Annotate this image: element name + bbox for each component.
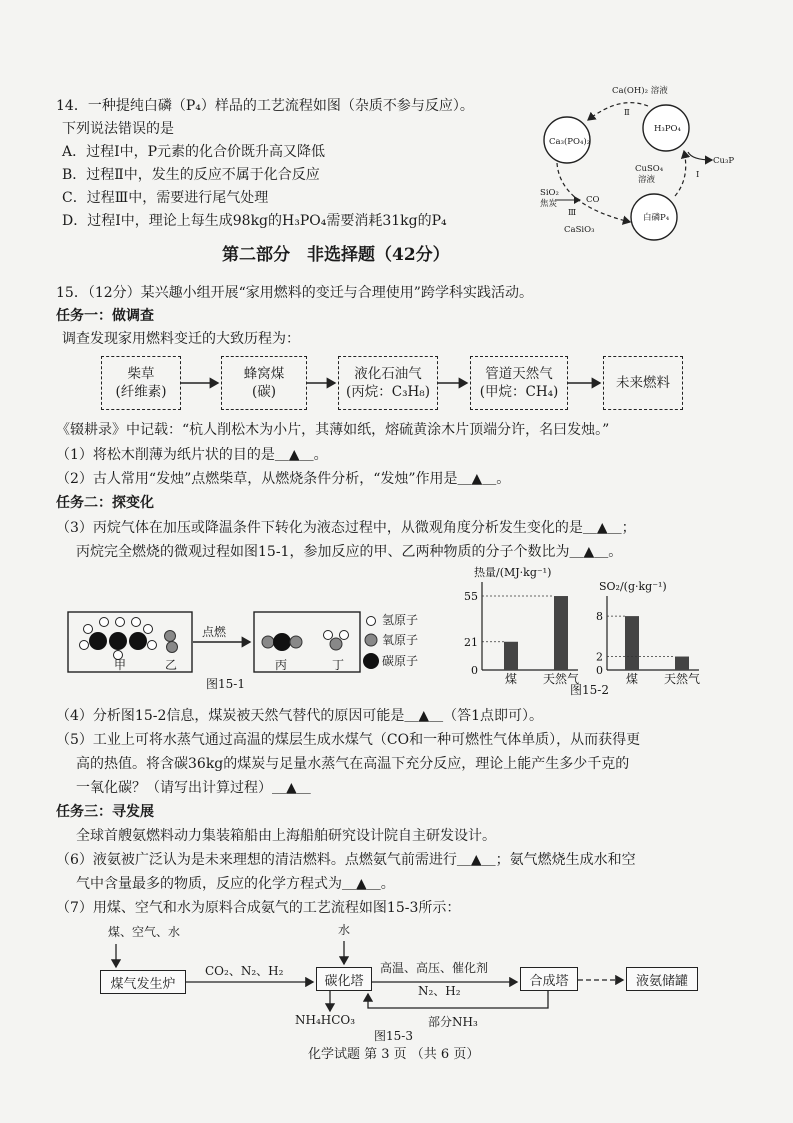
fuel-name: 柴草 [127, 366, 155, 382]
y-tick-label: 0 [471, 664, 478, 677]
flow-input-label: 煤、空气、水 [108, 925, 181, 939]
q14-stem: 14．一种提纯白磷（P₄）样品的工艺流程如图（杂质不参与反应）。 [56, 98, 474, 114]
label-jia: 甲 [114, 658, 127, 672]
cycle-label-h3po4: H₃PO₄ [654, 124, 681, 134]
y-tick-label: 2 [596, 650, 603, 664]
cycle-label-ca3po42: Ca₃(PO₄)₂ [549, 137, 591, 147]
cycle-label-roman1: Ⅰ [696, 170, 700, 180]
flow-water-label: 水 [338, 923, 351, 937]
y-tick-label: 55 [464, 590, 478, 604]
x-tick-label: 天然气 [663, 672, 701, 686]
y-tick-label: 8 [596, 610, 603, 624]
legend-carbon: 碳原子 [382, 654, 419, 668]
cycle-label-roman2: Ⅱ [624, 108, 630, 118]
x-tick-label: 煤 [625, 672, 639, 686]
task3-heading: 任务三：寻发展 [56, 804, 154, 820]
label-ding: 丁 [332, 658, 345, 672]
sub-question-7: （7）用煤、空气和水为原料合成氨气的工艺流程如图15-3所示： [56, 900, 461, 916]
label-yi: 乙 [165, 658, 178, 672]
flow-nh3-label: 部分NH₃ [428, 1015, 478, 1029]
fuel-formula: (甲烷：CH₄) [479, 384, 559, 400]
y-tick-label: 0 [596, 664, 603, 677]
flow-box-ammonia-tank: 液氨储罐 [626, 967, 698, 991]
survey-text: 调查发现家用燃料变迁的大致历程为： [62, 331, 300, 347]
figure-15-2-caption: 图15-2 [570, 683, 609, 697]
task3-intro: 全球首艘氨燃料动力集装箱船由上海船舶研究设计院自主研发设计。 [76, 828, 496, 844]
sub-question-6a: （6）液氨被广泛认为是未来理想的清洁燃料。点燃氨气前需进行＿▲＿；氨气燃烧生成水和空 [56, 852, 636, 868]
sub-question-5b: 高的热值。将含碳36kg的煤炭与足量水蒸气在高温下充分反应，理论上能产生多少千克的 [76, 756, 630, 772]
sub-question-4: （4）分析图15-2信息，煤炭被天然气替代的原因可能是＿▲＿（答1点即可）。 [56, 708, 544, 724]
cycle-label-co: CO [586, 195, 600, 205]
cycle-label-casio3: CaSiO₃ [564, 225, 595, 235]
label-ignite: 点燃 [202, 625, 227, 639]
cycle-label-sio2: SiO₂ [540, 188, 559, 198]
q14-option-b: B．过程Ⅱ中，发生的反应不属于化合反应 [62, 167, 320, 183]
flow-box-gasifier: 煤气发生炉 [100, 970, 186, 994]
cycle-label-roman3: Ⅲ [568, 208, 577, 218]
x-tick-label: 煤 [504, 672, 518, 686]
fuel-name: 未来燃料 [616, 375, 670, 391]
cycle-label-cu3p: Cu₃P [713, 156, 735, 166]
cycle-label-cuso4-solution: 溶液 [638, 175, 656, 185]
fuel-formula: (碳) [251, 384, 277, 400]
cycle-label-cuso4: CuSO₄ [635, 164, 664, 174]
cycle-label-coke: 焦炭 [540, 199, 558, 209]
flow-nh4hco3-label: NH₄HCO₃ [295, 1013, 356, 1027]
sub-question-3b: 丙烷完全燃烧的微观过程如图15-1，参加反应的甲、乙两种物质的分子个数比为＿▲＿。 [76, 544, 623, 560]
page-footer: 化学试题 第 3 页 （共 6 页） [308, 1047, 480, 1062]
q14-ask: 下列说法错误的是 [62, 121, 174, 137]
flow-condition-label: 高温、高压、催化剂 [380, 961, 489, 975]
task1-heading: 任务一：做调查 [56, 308, 154, 324]
fuel-name: 管道天然气 [485, 366, 553, 382]
y-tick-label: 21 [464, 635, 478, 649]
legend-hydrogen: 氢原子 [382, 613, 419, 627]
q15-stem: 15．（12分）某兴趣小组开展“家用燃料的变迁与合理使用”跨学科实践活动。 [56, 285, 533, 301]
sub-question-2: （2）古人常用“发烛”点燃柴草，从燃烧条件分析，“发烛”作用是＿▲＿。 [56, 471, 511, 487]
y-axis-label: 热量/(MJ·kg⁻¹) [474, 566, 552, 579]
fuel-formula: (纤维素) [115, 384, 167, 400]
sub-question-6b: 气中含量最多的物质，反应的化学方程式为＿▲＿。 [76, 876, 395, 892]
part2-heading: 第二部分 非选择题（42分） [222, 245, 450, 265]
y-axis-label: SO₂/(g·kg⁻¹) [599, 580, 667, 593]
flow-box-carbonation-tower: 碳化塔 [316, 967, 372, 991]
flow-gas-label: CO₂、N₂、H₂ [205, 964, 284, 978]
figure-15-1-caption: 图15-1 [206, 677, 245, 691]
sub-question-1: （1）将松木削薄为纸片状的目的是＿▲＿。 [56, 447, 328, 463]
sub-question-3a: （3）丙烷气体在加压或降温条件下转化为液态过程中，从微观角度分析发生变化的是＿▲＿； [56, 520, 636, 536]
fuel-name: 蜂窝煤 [243, 366, 285, 382]
fuel-formula: (丙烷：C₃H₈) [346, 384, 430, 400]
legend-oxygen: 氧原子 [382, 633, 419, 647]
sub-question-5c: 一氧化碳？（请写出计算过程）＿▲＿ [76, 780, 311, 796]
task2-heading: 任务二：探变化 [56, 495, 154, 511]
q14-option-d: D．过程Ⅰ中，理论上每生成98kg的H₃PO₄需要消耗31kg的P₄ [62, 213, 447, 229]
x-tick-label: 天然气 [542, 672, 580, 686]
figure-15-3-caption: 图15-3 [374, 1029, 413, 1043]
cycle-label-caoh2: Ca(OH)₂ 溶液 [612, 86, 668, 96]
label-bing: 丙 [275, 658, 288, 672]
flow-box-synthesis-tower: 合成塔 [520, 967, 578, 991]
q14-option-a: A．过程Ⅰ中，P元素的化合价既升高又降低 [62, 144, 326, 160]
sub-question-5a: （5）工业上可将水蒸气通过高温的煤层生成水煤气（CO和一种可燃性气体单质），从而获得更 [56, 732, 641, 748]
fuel-name: 液化石油气 [354, 366, 422, 382]
cycle-label-p4: 白磷P₄ [643, 213, 670, 223]
q14-option-c: C．过程Ⅲ中，需要进行尾气处理 [62, 190, 269, 206]
flow-n2h2-label: N₂、H₂ [418, 984, 461, 998]
quote-text: 《辍耕录》中记载：“杭人削松木为小片，其薄如纸，熔硫黄涂木片顶端分许，名曰发烛。” [56, 422, 610, 438]
